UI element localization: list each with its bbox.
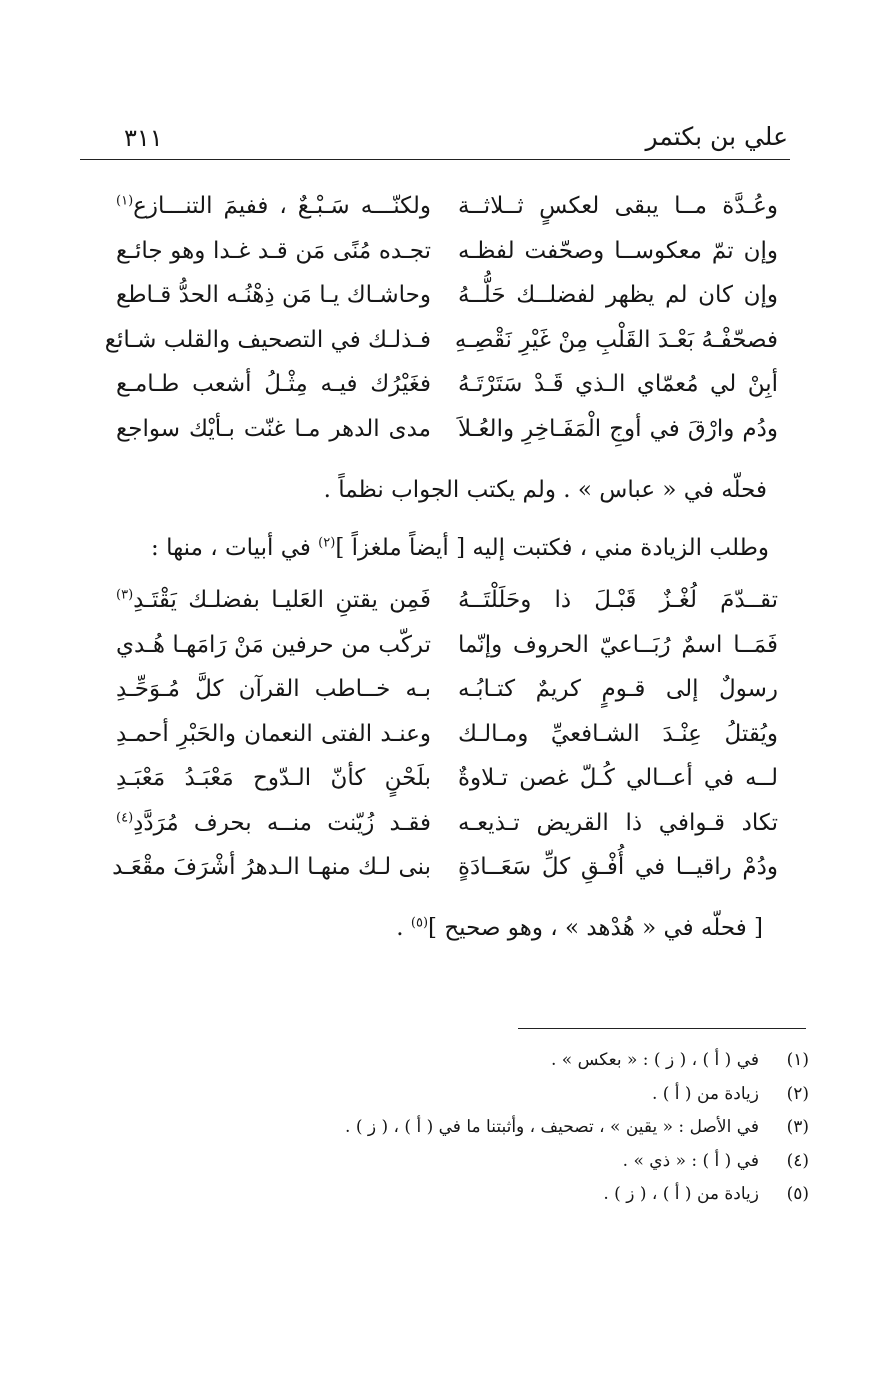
footnote-item <box>89 1113 809 1147</box>
verse-first-hemistich: ودُم وارْقَ في أوجِ الْمَفَـاخِرِ والعُـلاَ <box>458 415 778 442</box>
footnote-item <box>89 1080 809 1114</box>
verse-line <box>108 186 788 231</box>
footnotes <box>89 1046 809 1214</box>
poem-one <box>104 186 788 453</box>
verse-second-hemistich: وحاشـاك يـا مَن ذِهْنُـه الحدُّ قـاطع <box>116 282 431 308</box>
verse-second-hemistich: وعنـد الفتى النعمان والحَبْرِ أحمـدِ <box>116 720 431 747</box>
footnote-number: (٣) <box>786 1117 809 1137</box>
verse-first-hemistich: ويُقتلُ عِنْـدَ الشـافعيِّ ومـالـك <box>458 720 778 747</box>
verse-first-hemistich: وإن كان لم يظهر لفضلــك حَلُّــهُ <box>458 282 778 308</box>
hemistich-text: فقـد زُيّنت منــه بحرف مُرَدَّدِ <box>133 809 431 836</box>
verse-second-hemistich: بلَحْنٍ كأنّ الـدّوح مَعْبَـدُ مَعْبَـدِ <box>116 765 431 791</box>
footnote-number: (٥) <box>786 1184 809 1204</box>
footnote-item <box>89 1046 809 1080</box>
verse-first-hemistich: لــه في أعــالي كُـلّ غصن تـلاوةٌ <box>458 765 778 791</box>
verse-second-hemistich: تجـده مُنًى مَن قـد غـدا وهو جائـع <box>116 237 431 264</box>
footnote-marker: (٢) <box>318 535 336 551</box>
footnote-number: (١) <box>786 1050 809 1070</box>
page-number: ٣١١ <box>124 124 163 152</box>
verse-second-hemistich: تركّب من حرفين مَنْ رَامَهـا هُـدي <box>116 631 431 658</box>
footnote-item <box>89 1147 809 1181</box>
verse-first-hemistich: فصحّفْـهُ بَعْـدَ القَلْبِ مِنْ غَيْرِ نَقْصِـهِ <box>454 326 778 353</box>
footnote-text: في الأصل : « يقين » ، تصحيف ، وأثبتنا ما في ( أ ) ، ( ز ) . <box>345 1117 759 1137</box>
verse-line <box>108 758 788 803</box>
verse-first-hemistich: فَمَــا اسمٌ رُبَــاعيّ الحروف وإنّما <box>458 631 778 658</box>
verse-line <box>104 320 788 365</box>
verse-first-hemistich: أبِنْ لي مُعمّاي الـذي قَـدْ سَتَرْتَـهُ <box>458 371 778 397</box>
verse-first-hemistich: وإن تمّ معكوســا وصحّفت لفظـه <box>458 237 778 264</box>
verse-line <box>108 231 788 276</box>
footnote-item <box>89 1180 809 1214</box>
footnote-marker: (٤) <box>116 809 134 825</box>
footnote-text: في ( أ ) : « ذي » . <box>622 1150 759 1171</box>
verse-second-hemistich: بنى لـك منهـا الـدهرُ أشْرَفَ مقْعَـد <box>112 854 431 880</box>
verse-second-hemistich: بـه خــاطب القرآن كلَّ مُـوَحِّـدِ <box>116 676 431 702</box>
verse-line <box>108 847 788 892</box>
footnote-marker: (١) <box>116 193 134 209</box>
verse-second-hemistich: فغَيْرُك فيـه مِثْـلُ أشعب طـامـع <box>116 371 431 397</box>
verse-second-hemistich: فـذلـك في التصحيف والقلب شـائع <box>104 326 431 353</box>
verse-line <box>108 803 788 848</box>
verse-second-hemistich: مدى الدهر مـا غنّت بـأيْك سواجع <box>116 415 431 442</box>
footnote-rule <box>518 1028 806 1029</box>
header-rule <box>80 159 790 160</box>
verse-first-hemistich: وعُـدَّة مــا يبقى لعكسٍ ثــلاثــة <box>458 193 778 219</box>
verse-line <box>108 580 788 625</box>
prose-line-answer: فحلّه في « عباس » . ولم يكتب الجواب نظماً . <box>323 477 767 503</box>
verse-line <box>108 275 788 320</box>
verse-line <box>108 364 788 409</box>
footnote-number: (٤) <box>786 1150 809 1171</box>
verse-line <box>108 669 788 714</box>
footnote-marker: (٥) <box>410 915 429 931</box>
verse-first-hemistich: تكاد قـوافي ذا القريض تـذيعـه <box>458 809 778 836</box>
verse-second-hemistich <box>116 186 431 226</box>
verse-line <box>108 625 788 670</box>
closing-text: [ فحلّه في « هُدْهد » ، وهو صحيح ] <box>428 915 763 941</box>
running-header <box>88 120 788 160</box>
footnote-text: زيادة من ( أ ) ، ( ز ) . <box>603 1184 759 1204</box>
poem-two <box>108 580 788 892</box>
prose-line-request <box>151 528 769 568</box>
closing-tail: . <box>396 915 411 941</box>
verse-line <box>108 409 788 454</box>
verse-first-hemistich: رسولٌ إلى قـومٍ كريمٌ كتـابُـه <box>458 676 778 702</box>
verse-second-hemistich <box>116 580 431 620</box>
footnote-text: في ( أ ) ، ( ز ) : « بعكس » . <box>550 1050 759 1070</box>
footnote-marker: (٣) <box>116 587 134 603</box>
running-title: علي بن بكتمر <box>645 122 788 151</box>
hemistich-text: فَمِن يقتنِ العَليـا بفضلـك يَقْتَـدِ <box>133 587 431 613</box>
footnote-number: (٢) <box>786 1083 809 1104</box>
verse-line <box>108 714 788 759</box>
prose-text: في أبيات ، منها : <box>151 535 319 561</box>
verse-first-hemistich: ودُمْ راقيــا في أُفْـقِ كلِّ سَعَــادَةٍ <box>458 854 778 880</box>
prose-text: وطلب الزيادة مني ، فكتبت إليه [ أيضاً ملغزاً ] <box>335 535 769 561</box>
verse-first-hemistich: تقــدّمَ لُغْـزٌ قَبْـلَ ذا وحَلَلْتَــهُ <box>458 587 778 613</box>
hemistich-text: ولكنّـــه سَـبْـعٌ ، ففيمَ التنـــازع <box>133 193 431 219</box>
footnote-text: زيادة من ( أ ) . <box>651 1083 759 1104</box>
closing-line <box>396 908 763 948</box>
verse-second-hemistich <box>116 803 431 843</box>
